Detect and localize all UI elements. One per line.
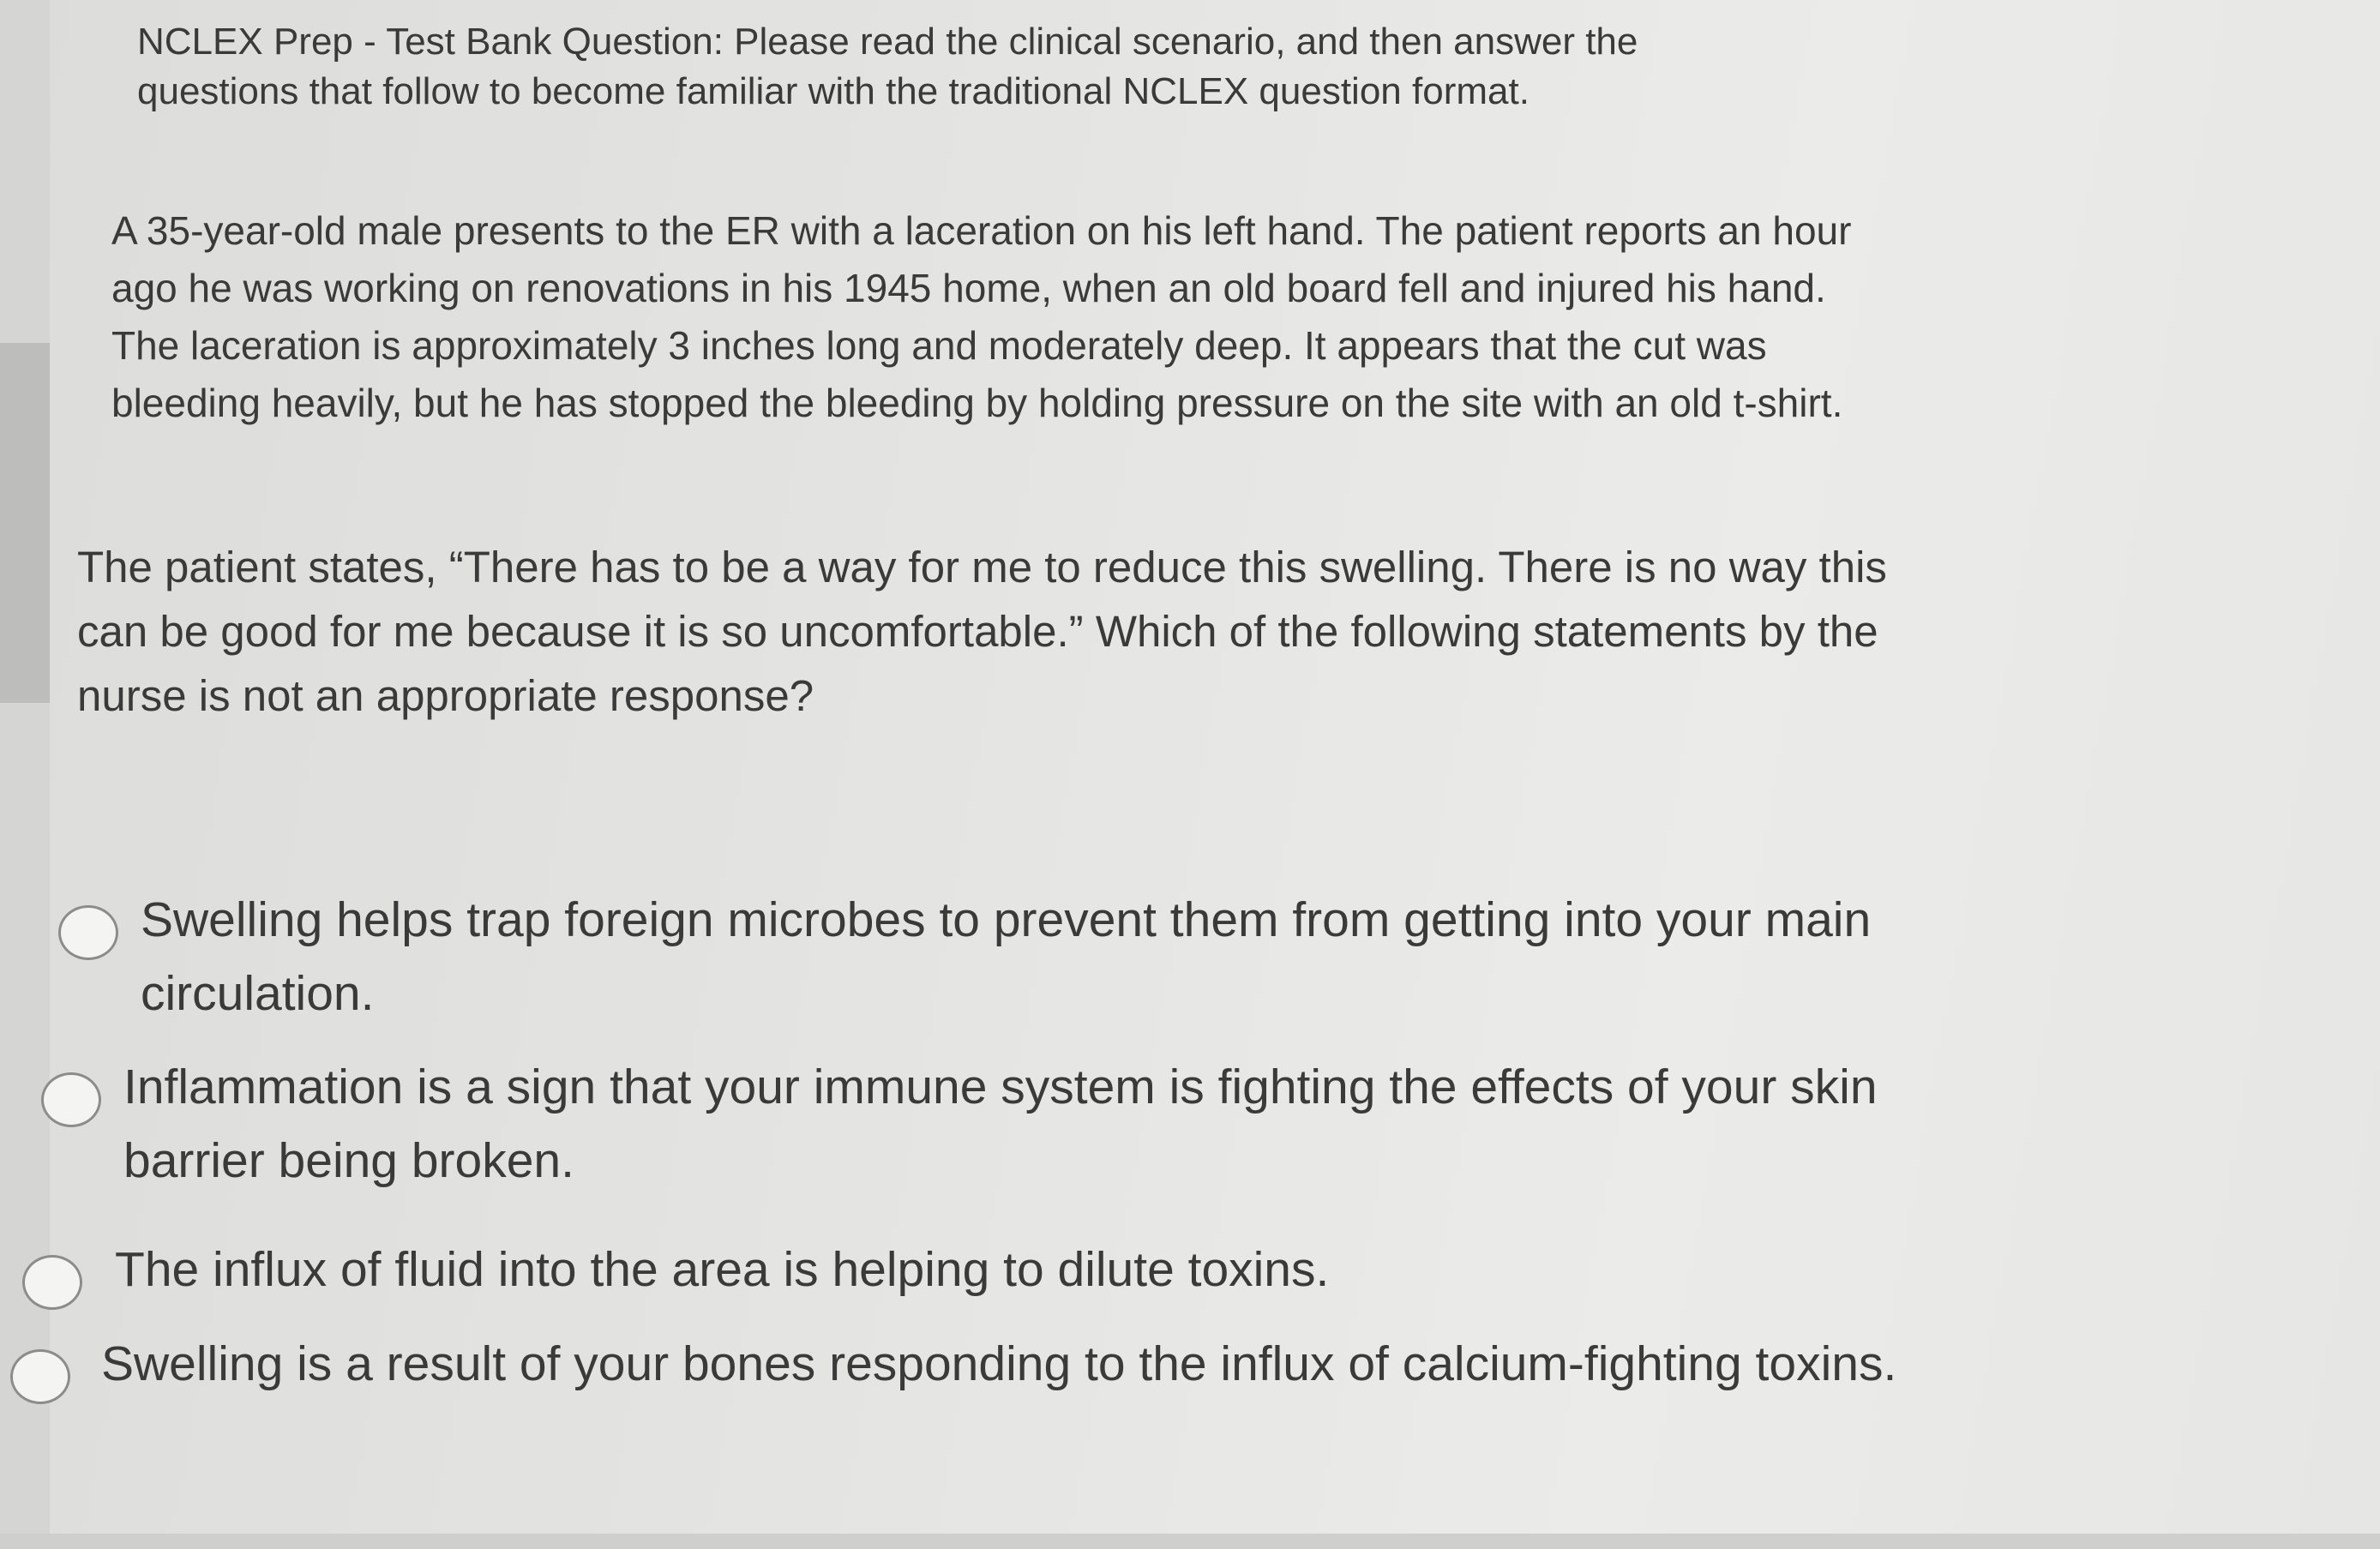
question-stem: The patient states, “There has to be a way for me to reduce this swelling. There is no way this can be good for me because it is so uncomfortable.” Which of the following statements by the nurse is not an appropriate response? <box>77 543 1887 720</box>
radio-button-option-a[interactable] <box>58 905 118 960</box>
bottom-edge <box>0 1534 2380 1549</box>
intro-text: NCLEX Prep - Test Bank Question: Please read the clinical scenario, and then answer the questions that follow to become familiar with the traditional NCLEX question format. <box>137 21 1638 112</box>
option-label-a[interactable]: Swelling helps trap foreign microbes to prevent them from getting into your main circulation. <box>141 892 1872 1021</box>
option-label-b[interactable]: Inflammation is a sign that your immune system is fighting the effects of your skin barrier being broken. <box>123 1060 1878 1188</box>
radio-button-option-c[interactable] <box>22 1255 82 1310</box>
question-page <box>77 17 2075 728</box>
left-edge-marker <box>0 343 50 703</box>
radio-button-option-b[interactable] <box>41 1072 101 1127</box>
clinical-scenario: A 35-year-old male presents to the ER with a laceration on his left hand. The patient reports an hour ago he was working on renovations in his 1945 home, when an old board fell and injured his hand. The laceration is approximately 3 inches long and moderately deep. It appears that the cut was bleeding heavily, but he has stopped the bleeding by holding pressure on the site with an old t-shirt. <box>111 208 1852 425</box>
option-label-d[interactable]: Swelling is a result of your bones responding to the influx of calcium-fighting toxins. <box>101 1336 1897 1391</box>
option-label-c[interactable]: The influx of fluid into the area is helping to dilute toxins. <box>115 1242 1330 1297</box>
radio-button-option-d[interactable] <box>10 1349 70 1404</box>
left-edge-strip <box>0 0 50 1549</box>
